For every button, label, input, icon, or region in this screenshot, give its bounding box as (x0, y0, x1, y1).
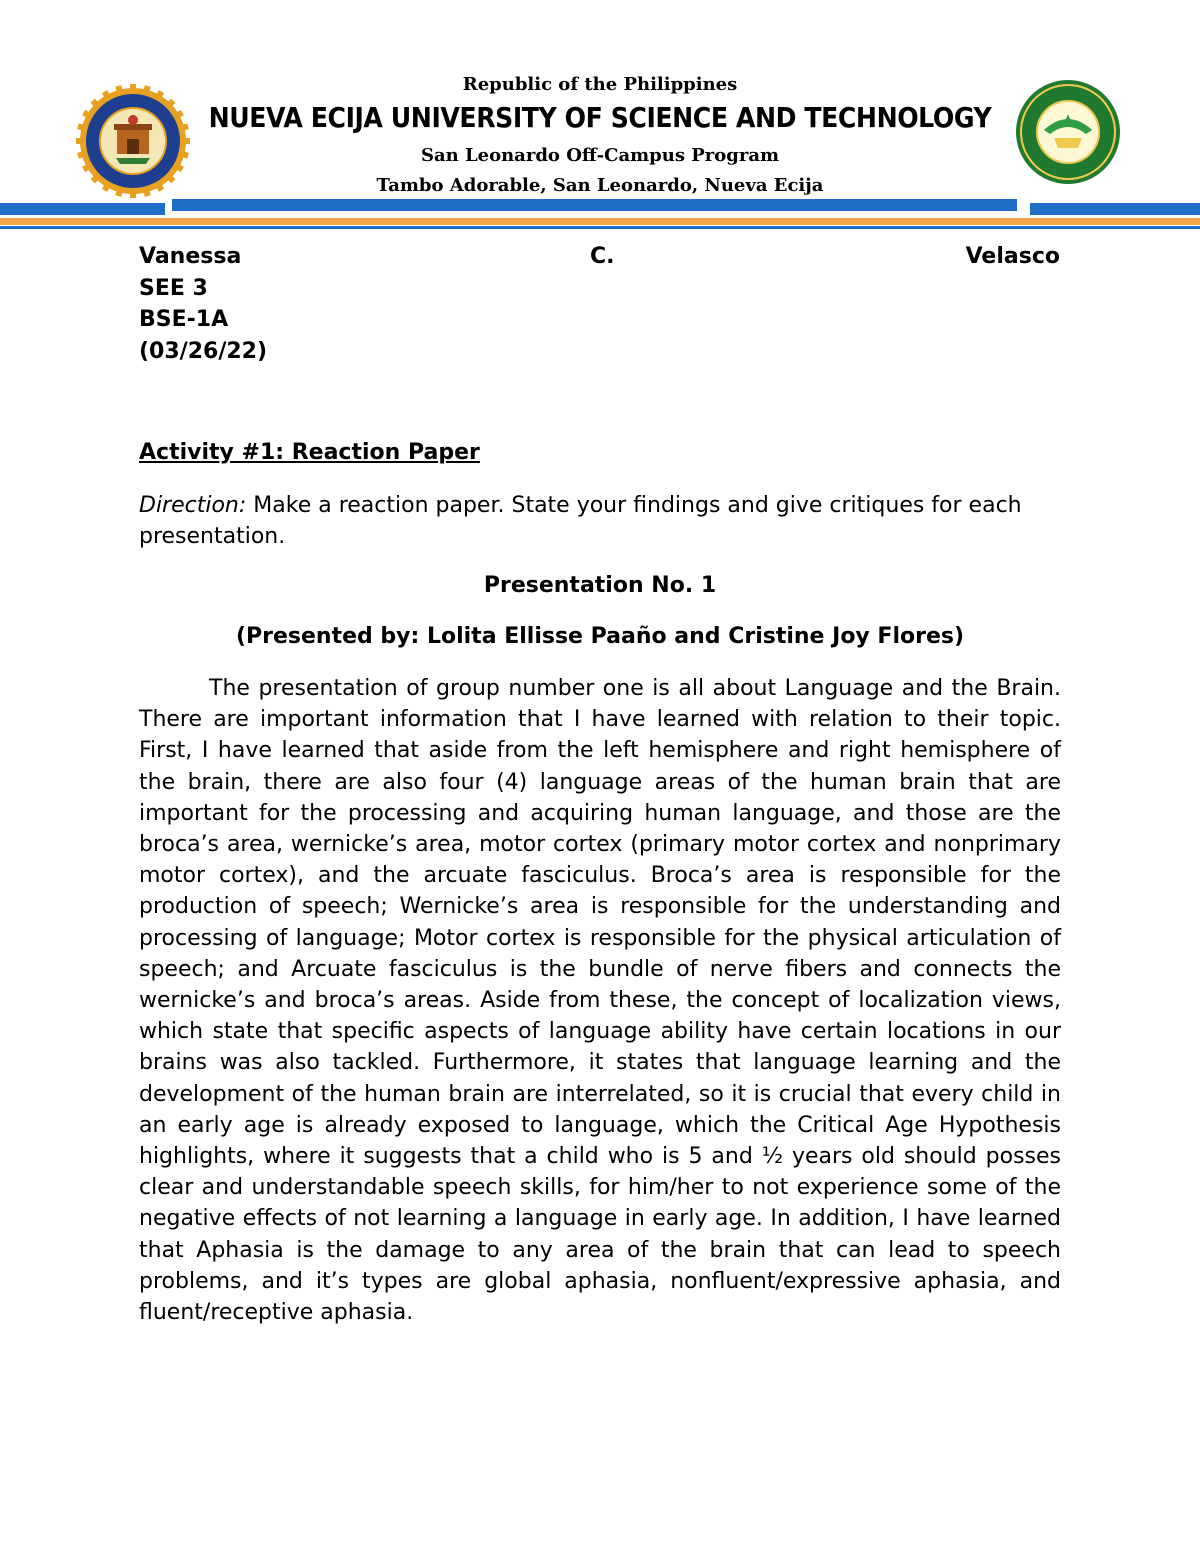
student-section: BSE-1A (139, 307, 229, 332)
republic-line: Republic of the Philippines (462, 74, 738, 95)
campus-name: San Leonardo Off-Campus Program (420, 145, 780, 166)
student-subject: SEE 3 (139, 276, 208, 301)
submission-date: (03/26/22) (139, 339, 268, 364)
reaction-paragraph: The presentation of group number one is all about Language and the Brain. There are important information that I have learned with relation to their topic. First, I have learned that aside from the left hemisphere and right hemisphere of the brain, there are also four (4) language areas of the human brain that are important for the processing and acquiring human language, and those are the broca’s area, wernicke’s area, motor cortex (primary motor cortex and nonprimary motor cortex), and the arcuate fasciculus. Broca’s area is responsible for the production of speech; Wernicke’s area is responsible for the understanding and processing of language; Motor cortex is responsible for the physical articulation of speech; and Arcuate fasciculus is the bundle of nerve fibers and connects the wernicke’s and broca’s areas. Aside from these, the concept of localization views, which state that specific aspects of language ability have certain locations in our brains was also tackled. Furthermore, it states that language learning and the development of the human brain are interrelated, so it is crucial that every child in an early age is already exposed to language, which the Critical Age Hypothesis highlights, where it suggests that a child who is 5 and ½ years old should posses clear and understandable speech skills, for him/her to not experience some of the negative effects of not learning a language in early age. In addition, I have learned that Aphasia is the damage to any area of the brain that can lead to speech problems, and it’s types are global aphasia, nonfluent/expressive aphasia, and fluent/receptive aphasia. (139, 676, 1061, 1326)
direction-paragraph (139, 490, 1061, 552)
direction-label: Direction: (139, 493, 247, 518)
university-name: NUEVA ECIJA UNIVERSITY OF SCIENCE AND TECHNOLOGY (208, 101, 992, 134)
campus-address: Tambo Adorable, San Leonardo, Nueva Ecija (376, 175, 824, 196)
student-middle-initial: C. (590, 244, 615, 269)
student-last-name: Velasco (965, 244, 1060, 269)
activity-title: Activity #1: Reaction Paper (139, 440, 480, 465)
presentation-number: Presentation No. 1 (483, 573, 717, 598)
student-first-name: Vanessa (139, 244, 242, 269)
presenters-line: (Presented by: Lolita Ellisse Paaño and Cristine Joy Flores) (235, 624, 965, 649)
direction-text: Make a reaction paper. State your findings and give critiques for each presentation. (139, 493, 1022, 549)
